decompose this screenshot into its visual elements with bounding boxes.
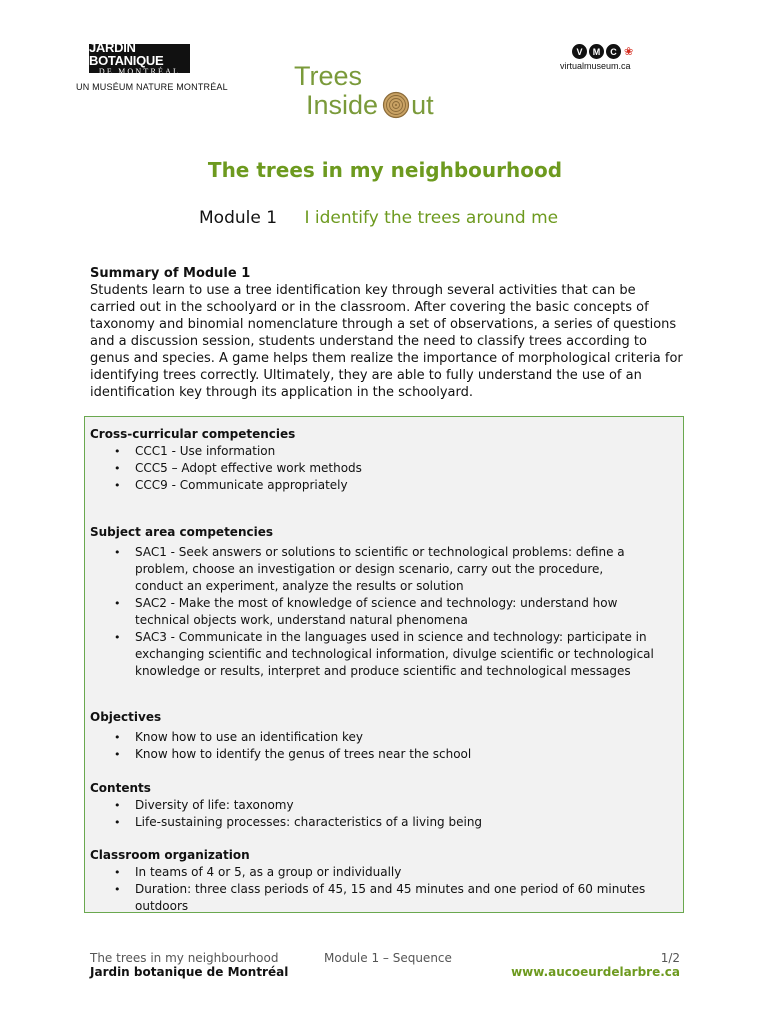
summary-heading: Summary of Module 1 (90, 266, 251, 281)
contents-section (90, 780, 680, 831)
jardin-logo-line2: DE MONTRÉAL (98, 66, 181, 76)
list-item: • CCC1 - Use information (90, 443, 680, 460)
footer-module: Module 1 – Sequence (324, 951, 452, 965)
tio-inside-text: Inside (306, 90, 379, 120)
jardin-botanique-logo (89, 39, 190, 76)
footer-doc-title: The trees in my neighbourhood (90, 951, 279, 965)
trees-inside-out-logo-word2 (306, 91, 434, 119)
list-item: • CCC5 – Adopt effective work methods (90, 460, 680, 477)
subject-area-section (90, 524, 680, 680)
vmc-letter-m: M (589, 44, 604, 59)
classroom-section (90, 847, 680, 915)
page-title: The trees in my neighbourhood (207, 158, 563, 182)
vmc-letter-v: V (572, 44, 587, 59)
list-item: • In teams of 4 or 5, as a group or individually (90, 864, 680, 881)
footer-org: Jardin botanique de Montréal (90, 965, 289, 979)
module-name: I identify the trees around me (304, 208, 559, 228)
summary-text: Students learn to use a tree identification key through several activities that can be carried out in the schoolyard or in the classroom. After covering the basic concepts of taxonomy and binomial nomenclature through a set of observations, a series of questions and a discussion session, students understand the need to classify trees according to genus and species. A game helps them realize the importance of morphological criteria for identifying trees correctly. Ultimately, they are able to fully understand the use of an identification key through its application in the schoolyard. (90, 283, 683, 400)
espace-tagline: UN MUSÉUM NATURE MONTRÉAL (76, 82, 228, 92)
footer-url-link[interactable]: www.aucoeurdelarbre.ca (511, 965, 680, 979)
section-heading: Classroom organization (90, 848, 250, 862)
cross-curricular-section (90, 426, 680, 494)
tree-ring-icon (382, 91, 410, 119)
list-item: • SAC3 - Communicate in the languages used in science and technology: participate in exchanging scientific and technological information, divulge scientific or technological knowledge or results, interpret and produce scientific and technological messages (90, 629, 680, 680)
list-item: • Know how to identify the genus of trees near the school (90, 746, 680, 763)
maple-leaf-icon: ❀ (624, 45, 634, 58)
list-item: • CCC9 - Communicate appropriately (90, 477, 680, 494)
section-heading: Subject area competencies (90, 525, 273, 539)
vmc-letter-c: C (606, 44, 621, 59)
jardin-logo-line1: JARDIN BOTANIQUE (89, 39, 164, 68)
list-item: • Duration: three class periods of 45, 15 and 45 minutes and one period of 60 minutes outdoors (90, 881, 680, 915)
module-number: Module 1 (199, 208, 278, 228)
vmc-url: virtualmuseum.ca (560, 61, 631, 71)
objectives-section (90, 709, 680, 763)
tio-ut-text: ut (411, 90, 434, 120)
module-line (199, 208, 558, 228)
section-heading: Contents (90, 781, 151, 795)
list-item: • Diversity of life: taxonomy (90, 797, 680, 814)
list-item: • Know how to use an identification key (90, 729, 680, 746)
page-number: 1/2 (660, 951, 680, 965)
summary-section (90, 265, 685, 401)
section-heading: Objectives (90, 710, 162, 724)
list-item: • SAC1 - Seek answers or solutions to scientific or technological problems: define a problem, choose an investigation or design scenario, carry out the procedure, conduct an experiment, analyze the results or solution (90, 544, 680, 595)
list-item: • SAC2 - Make the most of knowledge of science and technology: understand how technical objects work, understand natural phenomena (90, 595, 680, 629)
trees-inside-out-logo-word1: Trees (294, 61, 363, 91)
list-item: • Life-sustaining processes: characteristics of a living being (90, 814, 680, 831)
section-heading: Cross-curricular competencies (90, 427, 296, 441)
vmc-logo (572, 44, 633, 59)
